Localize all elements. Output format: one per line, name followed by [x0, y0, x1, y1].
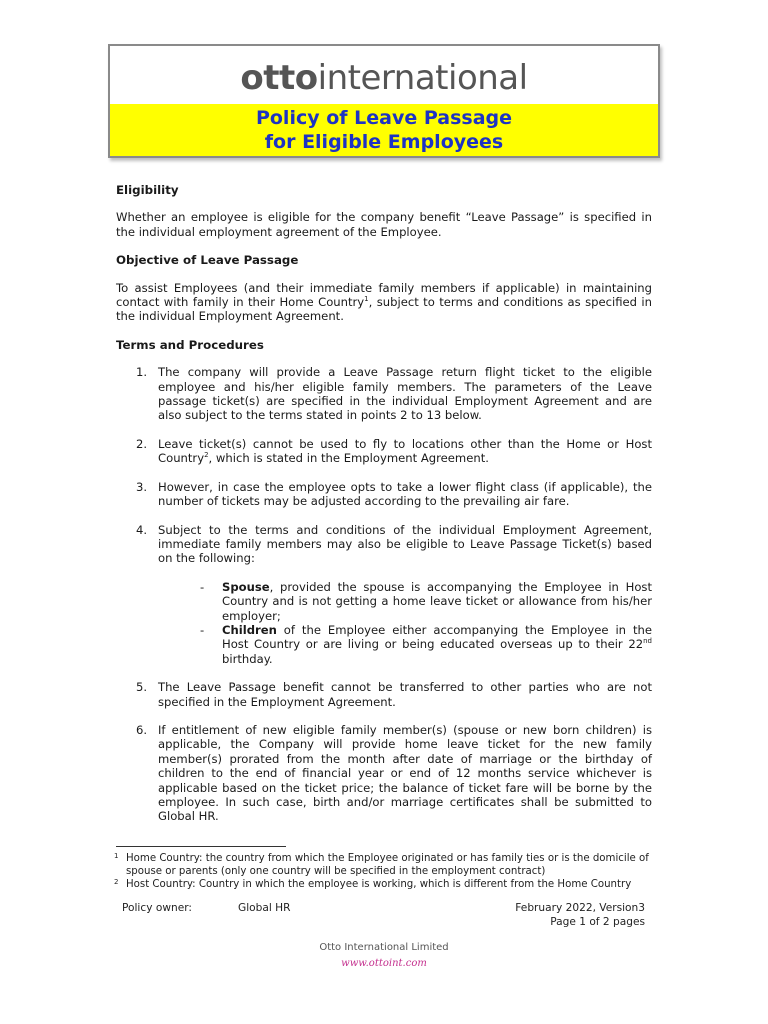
policy-owner-value: Global HR: [238, 902, 291, 914]
footnote-ref-2: 2: [204, 451, 209, 460]
ordinal-suffix: nd: [643, 637, 652, 646]
policy-owner-label: Policy owner:: [122, 902, 192, 914]
terms-list: [116, 365, 652, 824]
sub-item-spouse: [158, 580, 652, 623]
dash-bullet: -: [200, 622, 205, 637]
footnote-mark: 1: [114, 852, 119, 860]
term-number: 1.: [136, 365, 148, 380]
sub-item-text: , provided the spouse is accompanying the Employee in Host Country and is not getting a home leave ticket or allowance from his/her employer;: [222, 579, 652, 623]
term-number: 2.: [136, 436, 148, 451]
website-link[interactable]: www.ottoint.com: [341, 958, 427, 969]
objective-heading: Objective of Leave Passage: [116, 253, 299, 268]
sub-item-bold: Spouse: [222, 579, 270, 594]
policy-title-line1: Policy of Leave Passage: [255, 107, 513, 129]
term-number: 5.: [136, 680, 148, 695]
logo-bold-part: otto: [240, 58, 318, 98]
footnote-1: [114, 852, 659, 878]
footnote-mark: 2: [114, 878, 119, 886]
footnote-text: Host Country: Country in which the employee is working, which is different from the Home Country: [126, 879, 632, 890]
term-item-2: [116, 437, 652, 466]
objective-text-a: To assist Employees (and their immediate family members if applicable) in maintaining contact with family in their Home Country: [116, 280, 652, 310]
sub-item-bold: Children: [222, 622, 277, 637]
term-text: If entitlement of new eligible family member(s) (spouse or new born children) is applicable, the Company will provide home leave ticket for the new family member(s) prorated from the month after date of marriage or the birthday of children to the end of financial year or end of 12 months service whichever is applicable based on the ticket price; the balance of ticket fare will be borne by the employee. In such case, birth and/or marriage certificates shall be submitted to Global HR.: [158, 722, 652, 824]
term-item-3: [116, 480, 652, 509]
objective-text-b: , subject to terms and conditions as specified in the individual Employment Agreement.: [116, 295, 653, 324]
term-number: 4.: [136, 522, 148, 537]
footnotes: [114, 852, 659, 891]
term-text: The Leave Passage benefit cannot be transferred to other parties who are not specified in the Employment Agreement.: [158, 680, 652, 709]
document-body: [116, 183, 652, 838]
logo-light-part: international: [317, 58, 528, 98]
policy-title: [110, 104, 658, 156]
term-item-6: [116, 723, 652, 824]
sub-item-text-b: birthday.: [222, 651, 273, 666]
term-number: 6.: [136, 722, 148, 737]
header-box: [108, 44, 660, 158]
term-number: 3.: [136, 479, 148, 494]
company-logo: [110, 58, 658, 98]
date-version: February 2022, Version3: [515, 902, 645, 914]
term-item-5: [116, 680, 652, 709]
term-text-a: Leave ticket(s) cannot be used to fly to locations other than the Home or Host Country: [158, 436, 652, 466]
eligible-family-list: [158, 580, 652, 666]
term-text-b: , which is stated in the Employment Agreement.: [208, 451, 489, 466]
term-text: Subject to the terms and conditions of the individual Employment Agreement, immediate family members may also be eligible to Leave Passage Ticket(s) based on the following:: [158, 522, 652, 566]
objective-paragraph: [116, 281, 652, 324]
eligibility-heading: Eligibility: [116, 183, 179, 197]
page-number: Page 1 of 2 pages: [550, 916, 645, 928]
term-text: The company will provide a Leave Passage return flight ticket to the eligible employee and his/her eligible family members. The parameters of the Leave passage ticket(s) are specified in the individual Employment Agreement and are also subject to the terms stated in points 2 to 13 below.: [158, 365, 652, 423]
footnote-divider: [116, 846, 286, 847]
sub-item-children: [158, 623, 652, 666]
term-item-4: [116, 523, 652, 667]
terms-heading: Terms and Procedures: [116, 337, 264, 352]
footnote-2: [114, 878, 659, 891]
dash-bullet: -: [200, 579, 205, 594]
term-text: However, in case the employee opts to take a lower flight class (if applicable), the number of tickets may be adjusted according to the prevailing air fare.: [158, 479, 652, 509]
eligibility-paragraph: Whether an employee is eligible for the company benefit “Leave Passage” is specified in the individual employment agreement of the Employee.: [116, 210, 652, 239]
term-item-1: [116, 365, 652, 423]
company-name: Otto International Limited: [319, 942, 449, 953]
policy-title-line2: for Eligible Employees: [264, 131, 504, 153]
footnote-text: Home Country: the country from which the Employee originated or has family ties or is the domicile of spouse or parents (only one country will be specified in the employment contract): [126, 853, 649, 877]
sub-item-text-a: of the Employee either accompanying the Employee in the Host Country or are living or being educated overseas up to their 22: [222, 622, 652, 652]
footnote-ref-1: 1: [364, 295, 369, 304]
